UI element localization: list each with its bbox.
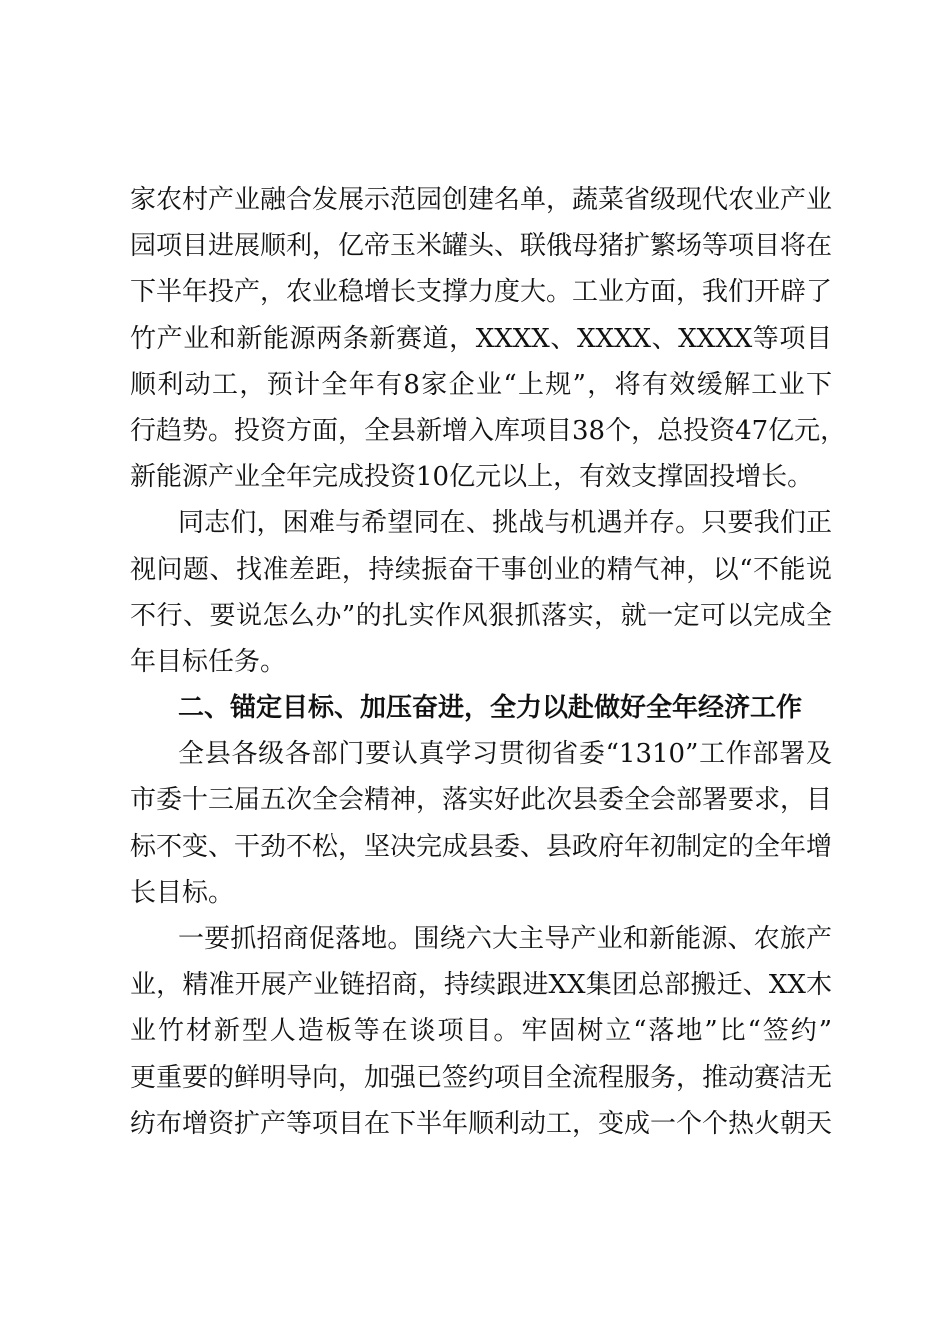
- text-line: 行趋势。投资方面，全县新增入库项目38个，总投资47亿元，: [130, 415, 847, 446]
- text-line: 更重要的鲜明导向，加强已签约项目全流程服务，推动赛洁无: [130, 1062, 833, 1093]
- text-line: 顺利动工，预计全年有8家企业“上规”，将有效缓解工业下: [130, 369, 832, 400]
- text-line: 年目标任务。: [130, 646, 287, 677]
- section-heading: 二、锚定目标、加压奋进，全力以赴做好全年经济工作: [178, 693, 803, 724]
- text-line: 竹产业和新能源两条新赛道，XXXX、XXXX、XXXX等项目: [130, 323, 832, 354]
- text-line: 新能源产业全年完成投资10亿元以上，有效支撑固投增长。: [130, 462, 814, 493]
- text-line: 园项目进展顺利，亿帝玉米罐头、联俄母猪扩繁场等项目将在: [130, 231, 833, 262]
- text-line: 长目标。: [130, 877, 235, 908]
- text-line: 一要抓招商促落地。围绕六大主导产业和新能源、农旅产: [178, 924, 832, 954]
- text-line: 不行、要说怎么办”的扎实作风狠抓落实，就一定可以完成全: [130, 600, 832, 631]
- text-line: 标不变、干劲不松，坚决完成县委、县政府年初制定的全年增: [130, 831, 833, 862]
- paragraph-comrades: [130, 500, 832, 685]
- text-line: 下半年投产，农业稳增长支撑力度大。工业方面，我们开辟了: [130, 277, 833, 308]
- paragraph-investment: [130, 916, 832, 1147]
- text-line: 家农村产业融合发展示范园创建名单，蔬菜省级现代农业产业: [130, 185, 833, 215]
- paragraph-goals: [130, 731, 832, 916]
- text-line: 业竹材新型人造板等在谈项目。牢固树立“落地”比“签约”: [130, 1016, 832, 1047]
- text-line: 业，精准开展产业链招商，持续跟进XX集团总部搬迁、XX木: [130, 970, 832, 1001]
- document-page: [130, 177, 847, 1147]
- text-line: 纺布增资扩产等项目在下半年顺利动工，变成一个个热火朝天: [130, 1108, 833, 1139]
- text-line: 视问题、找准差距，持续振奋干事创业的精气神，以“不能说: [130, 554, 832, 585]
- text-line: 全县各级各部门要认真学习贯彻省委“1310”工作部署及: [178, 739, 832, 770]
- paragraph-continuation: [130, 177, 847, 500]
- text-line: 市委十三届五次全会精神，落实好此次县委全会部署要求，目: [130, 785, 833, 816]
- text-line: 同志们，困难与希望同在、挑战与机遇并存。只要我们正: [178, 508, 832, 539]
